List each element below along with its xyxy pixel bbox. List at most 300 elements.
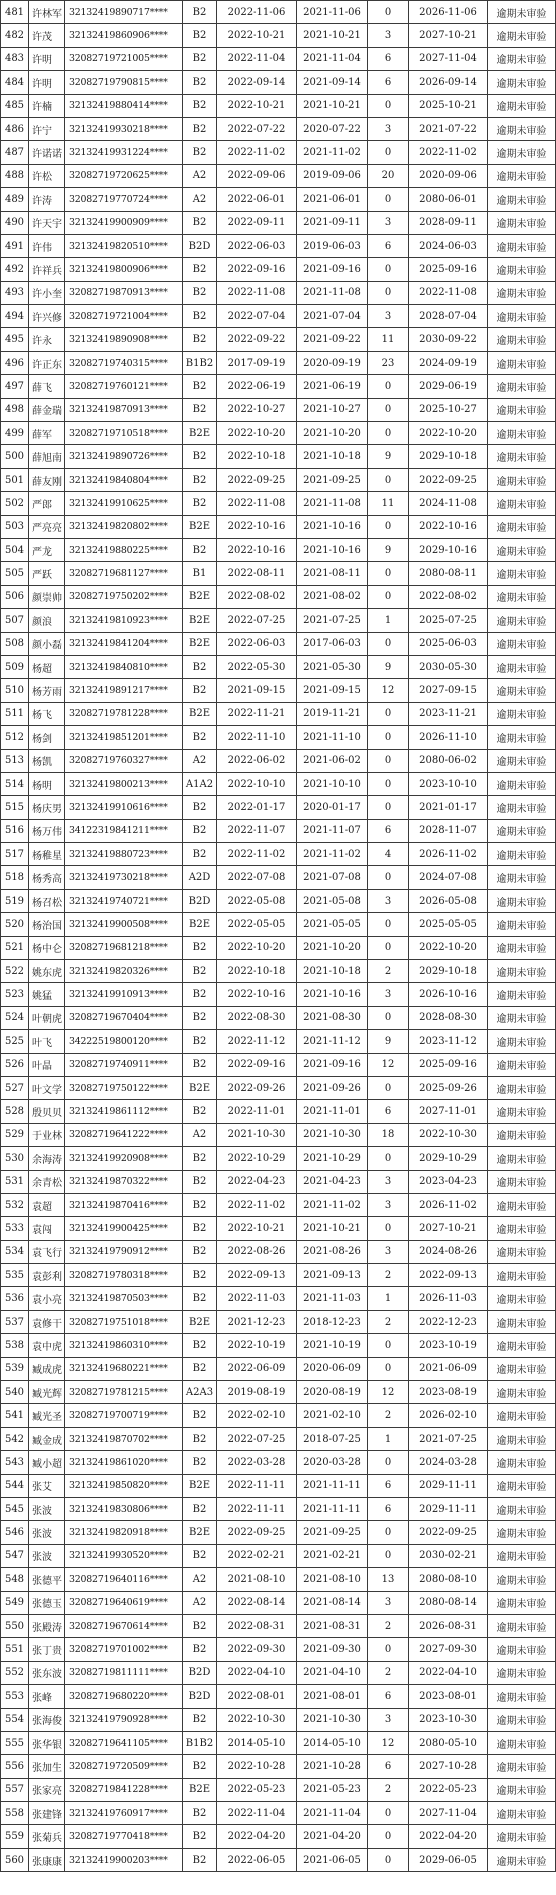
expiry-date-cell: 2027-09-15 <box>409 679 488 702</box>
expiry-date-cell: 2025-10-21 <box>409 94 488 117</box>
driver-name: 许明 <box>29 47 65 70</box>
points-cell: 0 <box>368 188 409 211</box>
date-cell: 2022-11-10 <box>217 726 297 749</box>
row-number: 536 <box>1 1287 29 1310</box>
table-row <box>1 609 556 632</box>
table-row <box>1 445 556 468</box>
expiry-date-cell: 2030-09-22 <box>409 328 488 351</box>
status-cell: 逾期未审验 <box>488 351 556 374</box>
date-cell: 2022-07-25 <box>217 1427 297 1450</box>
table-row <box>1 1778 556 1801</box>
points-cell: 9 <box>368 1030 409 1053</box>
license-class: B2E <box>183 913 217 936</box>
status-cell: 逾期未审验 <box>488 1076 556 1099</box>
date-cell: 2022-10-18 <box>217 960 297 983</box>
expiry-date-cell: 2027-10-21 <box>409 24 488 47</box>
date-cell: 2022-10-20 <box>217 936 297 959</box>
license-class: B2 <box>183 538 217 561</box>
status-cell: 逾期未审验 <box>488 866 556 889</box>
license-class: B2 <box>183 305 217 328</box>
row-number: 533 <box>1 1217 29 1240</box>
date-cell: 2022-06-05 <box>217 1848 297 1871</box>
row-number: 494 <box>1 305 29 328</box>
points-cell: 0 <box>368 1334 409 1357</box>
points-cell: 3 <box>368 24 409 47</box>
date-cell: 2022-07-22 <box>217 117 297 140</box>
date-cell: 2022-09-11 <box>217 211 297 234</box>
date-cell: 2022-06-03 <box>217 632 297 655</box>
points-cell: 3 <box>368 1170 409 1193</box>
date-cell: 2022-11-02 <box>217 1193 297 1216</box>
date-cell: 2022-10-30 <box>217 1708 297 1731</box>
issue-date-cell: 2021-11-02 <box>297 843 368 866</box>
driver-name: 杨稚星 <box>29 843 65 866</box>
row-number: 495 <box>1 328 29 351</box>
points-cell: 3 <box>368 1193 409 1216</box>
row-number: 526 <box>1 1053 29 1076</box>
license-class: B2 <box>183 1427 217 1450</box>
driver-name: 余青松 <box>29 1170 65 1193</box>
id-number: 32082719721005**** <box>65 47 183 70</box>
license-class: B2E <box>183 702 217 725</box>
status-cell: 逾期未审验 <box>488 889 556 912</box>
date-cell: 2014-05-10 <box>217 1731 297 1754</box>
row-number: 517 <box>1 843 29 866</box>
row-number: 534 <box>1 1240 29 1263</box>
row-number: 520 <box>1 913 29 936</box>
row-number: 525 <box>1 1030 29 1053</box>
expiry-date-cell: 2029-06-19 <box>409 375 488 398</box>
expiry-date-cell: 2080-08-11 <box>409 562 488 585</box>
driver-name: 袁闯 <box>29 1217 65 1240</box>
issue-date-cell: 2021-09-22 <box>297 328 368 351</box>
status-cell: 逾期未审验 <box>488 71 556 94</box>
issue-date-cell: 2021-10-21 <box>297 24 368 47</box>
points-cell: 6 <box>368 1474 409 1497</box>
license-class: B2 <box>183 211 217 234</box>
issue-date-cell: 2021-10-19 <box>297 1334 368 1357</box>
issue-date-cell: 2021-02-10 <box>297 1404 368 1427</box>
license-class: B2 <box>183 679 217 702</box>
status-cell: 逾期未审验 <box>488 1030 556 1053</box>
license-class: A2 <box>183 164 217 187</box>
license-class: B2E <box>183 1310 217 1333</box>
license-class: B2E <box>183 1076 217 1099</box>
table-row <box>1 1848 556 1871</box>
license-class: B2 <box>183 983 217 1006</box>
table-row <box>1 679 556 702</box>
driver-name: 杨治国 <box>29 913 65 936</box>
driver-name: 许楠 <box>29 94 65 117</box>
points-cell: 0 <box>368 281 409 304</box>
driver-name: 张德玉 <box>29 1591 65 1614</box>
table-row <box>1 1357 556 1380</box>
date-cell: 2021-08-10 <box>217 1568 297 1591</box>
issue-date-cell: 2021-10-21 <box>297 94 368 117</box>
expiry-date-cell: 2024-11-08 <box>409 492 488 515</box>
driver-name: 严亮亮 <box>29 515 65 538</box>
id-number: 32082719721004**** <box>65 305 183 328</box>
row-number: 560 <box>1 1848 29 1871</box>
row-number: 539 <box>1 1357 29 1380</box>
date-cell: 2022-10-16 <box>217 538 297 561</box>
table-row <box>1 468 556 491</box>
issue-date-cell: 2021-10-27 <box>297 398 368 421</box>
table-row <box>1 1591 556 1614</box>
points-cell: 12 <box>368 679 409 702</box>
points-cell: 12 <box>368 1381 409 1404</box>
expiry-date-cell: 2021-07-22 <box>409 117 488 140</box>
driver-name: 张波 <box>29 1544 65 1567</box>
issue-date-cell: 2021-10-20 <box>297 936 368 959</box>
driver-name: 殷贝贝 <box>29 1100 65 1123</box>
id-number: 32082719641222**** <box>65 1123 183 1146</box>
issue-date-cell: 2021-06-05 <box>297 1848 368 1871</box>
date-cell: 2022-01-17 <box>217 796 297 819</box>
status-cell: 逾期未审验 <box>488 1357 556 1380</box>
table-row <box>1 1498 556 1521</box>
status-cell: 逾期未审验 <box>488 1006 556 1029</box>
status-cell: 逾期未审验 <box>488 468 556 491</box>
points-cell: 9 <box>368 655 409 678</box>
date-cell: 2022-10-16 <box>217 983 297 1006</box>
id-number: 32082719701002**** <box>65 1638 183 1661</box>
driver-name: 叶晶 <box>29 1053 65 1076</box>
status-cell: 逾期未审验 <box>488 1123 556 1146</box>
driver-name: 许宁 <box>29 117 65 140</box>
driver-name: 张菊兵 <box>29 1825 65 1848</box>
row-number: 548 <box>1 1568 29 1591</box>
id-number: 32082719710518**** <box>65 422 183 445</box>
expiry-date-cell: 2026-10-16 <box>409 983 488 1006</box>
row-number: 484 <box>1 71 29 94</box>
table-row <box>1 702 556 725</box>
expiry-date-cell: 2025-07-25 <box>409 609 488 632</box>
id-number: 32132419841204**** <box>65 632 183 655</box>
issue-date-cell: 2018-12-23 <box>297 1310 368 1333</box>
driver-name: 杨飞 <box>29 702 65 725</box>
table-row <box>1 1802 556 1825</box>
issue-date-cell: 2021-05-05 <box>297 913 368 936</box>
row-number: 537 <box>1 1310 29 1333</box>
license-class: B2E <box>183 1521 217 1544</box>
status-cell: 逾期未审验 <box>488 1193 556 1216</box>
issue-date-cell: 2020-03-28 <box>297 1451 368 1474</box>
expiry-date-cell: 2022-10-20 <box>409 936 488 959</box>
table-row <box>1 1825 556 1848</box>
issue-date-cell: 2021-05-08 <box>297 889 368 912</box>
table-row <box>1 1708 556 1731</box>
date-cell: 2022-10-21 <box>217 1217 297 1240</box>
id-number: 32082719681127**** <box>65 562 183 585</box>
row-number: 510 <box>1 679 29 702</box>
driver-name: 张加生 <box>29 1755 65 1778</box>
row-number: 523 <box>1 983 29 1006</box>
row-number: 555 <box>1 1731 29 1754</box>
license-class: B2 <box>183 24 217 47</box>
points-cell: 0 <box>368 515 409 538</box>
status-cell: 逾期未审验 <box>488 843 556 866</box>
expiry-date-cell: 2026-11-02 <box>409 1193 488 1216</box>
id-number: 32132419790928**** <box>65 1708 183 1731</box>
row-number: 491 <box>1 234 29 257</box>
row-number: 481 <box>1 1 29 24</box>
date-cell: 2022-06-01 <box>217 188 297 211</box>
id-number: 32132419890717**** <box>65 1 183 24</box>
row-number: 482 <box>1 24 29 47</box>
row-number: 527 <box>1 1076 29 1099</box>
id-number: 32082719750122**** <box>65 1076 183 1099</box>
issue-date-cell: 2021-11-03 <box>297 1287 368 1310</box>
id-number: 32132419861020**** <box>65 1451 183 1474</box>
driver-name: 臧金成 <box>29 1427 65 1450</box>
expiry-date-cell: 2024-07-08 <box>409 866 488 889</box>
points-cell: 3 <box>368 983 409 1006</box>
row-number: 483 <box>1 47 29 70</box>
status-cell: 逾期未审验 <box>488 983 556 1006</box>
status-cell: 逾期未审验 <box>488 1802 556 1825</box>
expiry-date-cell: 2026-09-14 <box>409 71 488 94</box>
issue-date-cell: 2021-11-04 <box>297 1802 368 1825</box>
row-number: 528 <box>1 1100 29 1123</box>
status-cell: 逾期未审验 <box>488 141 556 164</box>
expiry-date-cell: 2025-09-16 <box>409 1053 488 1076</box>
table-row <box>1 164 556 187</box>
expiry-date-cell: 2027-09-30 <box>409 1638 488 1661</box>
points-cell: 0 <box>368 1825 409 1848</box>
row-number: 552 <box>1 1661 29 1684</box>
driver-name: 姚东虎 <box>29 960 65 983</box>
status-cell: 逾期未审验 <box>488 609 556 632</box>
id-number: 32132419891217**** <box>65 679 183 702</box>
license-class: B2 <box>183 1100 217 1123</box>
issue-date-cell: 2021-08-14 <box>297 1591 368 1614</box>
row-number: 513 <box>1 749 29 772</box>
license-class: B2 <box>183 1404 217 1427</box>
row-number: 556 <box>1 1755 29 1778</box>
driver-name: 许涛 <box>29 188 65 211</box>
license-class: A2 <box>183 1568 217 1591</box>
issue-date-cell: 2020-06-09 <box>297 1357 368 1380</box>
points-cell: 20 <box>368 164 409 187</box>
points-cell: 9 <box>368 445 409 468</box>
table-row <box>1 422 556 445</box>
expiry-date-cell: 2023-04-23 <box>409 1170 488 1193</box>
points-cell: 3 <box>368 1240 409 1263</box>
date-cell: 2017-09-19 <box>217 351 297 374</box>
points-cell: 0 <box>368 258 409 281</box>
license-class: B1B2 <box>183 1731 217 1754</box>
date-cell: 2022-08-14 <box>217 1591 297 1614</box>
id-number: 32132419900508**** <box>65 913 183 936</box>
expiry-date-cell: 2025-09-26 <box>409 1076 488 1099</box>
expiry-date-cell: 2026-11-03 <box>409 1287 488 1310</box>
row-number: 505 <box>1 562 29 585</box>
date-cell: 2022-08-30 <box>217 1006 297 1029</box>
driver-name: 张德平 <box>29 1568 65 1591</box>
license-class: B2 <box>183 1825 217 1848</box>
id-number: 32082719740911**** <box>65 1053 183 1076</box>
date-cell: 2022-10-28 <box>217 1755 297 1778</box>
license-class: B2 <box>183 1755 217 1778</box>
points-cell: 0 <box>368 141 409 164</box>
license-class: B2 <box>183 819 217 842</box>
issue-date-cell: 2021-08-02 <box>297 585 368 608</box>
driver-name: 许明 <box>29 71 65 94</box>
id-number: 32132419870702**** <box>65 1427 183 1450</box>
points-cell: 3 <box>368 889 409 912</box>
date-cell: 2022-03-28 <box>217 1451 297 1474</box>
license-class: B2 <box>183 281 217 304</box>
expiry-date-cell: 2080-06-02 <box>409 749 488 772</box>
status-cell: 逾期未审验 <box>488 702 556 725</box>
row-number: 522 <box>1 960 29 983</box>
license-class: B2 <box>183 655 217 678</box>
table-row <box>1 1170 556 1193</box>
driver-name: 许天宇 <box>29 211 65 234</box>
driver-name: 叶飞 <box>29 1030 65 1053</box>
id-number: 32132419850820**** <box>65 1474 183 1497</box>
id-number: 32082719740315**** <box>65 351 183 374</box>
issue-date-cell: 2021-11-02 <box>297 1193 368 1216</box>
status-cell: 逾期未审验 <box>488 1147 556 1170</box>
date-cell: 2022-05-23 <box>217 1778 297 1801</box>
status-cell: 逾期未审验 <box>488 538 556 561</box>
points-cell: 3 <box>368 1708 409 1731</box>
status-cell: 逾期未审验 <box>488 1427 556 1450</box>
id-number: 32082719640116**** <box>65 1568 183 1591</box>
table-row <box>1 889 556 912</box>
license-class: B2D <box>183 1661 217 1684</box>
license-class: B2 <box>183 1193 217 1216</box>
points-cell: 0 <box>368 796 409 819</box>
table-row <box>1 351 556 374</box>
points-cell: 6 <box>368 1100 409 1123</box>
expiry-date-cell: 2029-10-18 <box>409 960 488 983</box>
expiry-date-cell: 2023-08-01 <box>409 1685 488 1708</box>
id-number: 32132419900203**** <box>65 1848 183 1871</box>
date-cell: 2022-09-25 <box>217 1521 297 1544</box>
table-row <box>1 913 556 936</box>
table-row <box>1 1310 556 1333</box>
row-number: 512 <box>1 726 29 749</box>
license-class: B2 <box>183 843 217 866</box>
status-cell: 逾期未审验 <box>488 819 556 842</box>
table-row <box>1 234 556 257</box>
expiry-date-cell: 2024-06-03 <box>409 234 488 257</box>
row-number: 514 <box>1 772 29 795</box>
expiry-date-cell: 2021-07-25 <box>409 1427 488 1450</box>
points-cell: 0 <box>368 94 409 117</box>
row-number: 485 <box>1 94 29 117</box>
table-row <box>1 281 556 304</box>
expiry-date-cell: 2080-08-14 <box>409 1591 488 1614</box>
table-row <box>1 1521 556 1544</box>
date-cell: 2022-11-08 <box>217 281 297 304</box>
status-cell: 逾期未审验 <box>488 258 556 281</box>
status-cell: 逾期未审验 <box>488 1240 556 1263</box>
status-cell: 逾期未审验 <box>488 1685 556 1708</box>
id-number: 32082719750202**** <box>65 585 183 608</box>
license-class: B2 <box>183 796 217 819</box>
license-class: B2 <box>183 1498 217 1521</box>
license-class: A2 <box>183 188 217 211</box>
date-cell: 2022-06-02 <box>217 749 297 772</box>
id-number: 32132419890908**** <box>65 328 183 351</box>
driver-name: 许永 <box>29 328 65 351</box>
license-class: B2 <box>183 141 217 164</box>
id-number: 32082719780318**** <box>65 1264 183 1287</box>
table-row <box>1 1053 556 1076</box>
table-row <box>1 211 556 234</box>
status-cell: 逾期未审验 <box>488 24 556 47</box>
license-class: B2 <box>183 468 217 491</box>
table-row <box>1 492 556 515</box>
table-row <box>1 1123 556 1146</box>
row-number: 546 <box>1 1521 29 1544</box>
driver-name: 余海涛 <box>29 1147 65 1170</box>
row-number: 518 <box>1 866 29 889</box>
issue-date-cell: 2021-10-16 <box>297 983 368 1006</box>
id-number: 32132419900425**** <box>65 1217 183 1240</box>
issue-date-cell: 2021-11-04 <box>297 47 368 70</box>
points-cell: 1 <box>368 1427 409 1450</box>
date-cell: 2022-11-21 <box>217 702 297 725</box>
row-number: 551 <box>1 1638 29 1661</box>
row-number: 558 <box>1 1802 29 1825</box>
table-row <box>1 328 556 351</box>
issue-date-cell: 2021-10-20 <box>297 422 368 445</box>
points-cell: 12 <box>368 1053 409 1076</box>
issue-date-cell: 2020-07-22 <box>297 117 368 140</box>
table-row <box>1 24 556 47</box>
row-number: 530 <box>1 1147 29 1170</box>
id-number: 32132419890726**** <box>65 445 183 468</box>
license-class: B2 <box>183 94 217 117</box>
status-cell: 逾期未审验 <box>488 1755 556 1778</box>
status-cell: 逾期未审验 <box>488 1404 556 1427</box>
date-cell: 2022-06-19 <box>217 375 297 398</box>
date-cell: 2022-05-30 <box>217 655 297 678</box>
license-class: B2E <box>183 422 217 445</box>
issue-date-cell: 2021-05-23 <box>297 1778 368 1801</box>
driver-name: 杨庆男 <box>29 796 65 819</box>
row-number: 547 <box>1 1544 29 1567</box>
id-number: 34222519800120**** <box>65 1030 183 1053</box>
status-cell: 逾期未审验 <box>488 1381 556 1404</box>
license-class: B2E <box>183 632 217 655</box>
points-cell: 0 <box>368 1451 409 1474</box>
driver-name: 叶文学 <box>29 1076 65 1099</box>
table-row <box>1 1006 556 1029</box>
driver-name: 张丁贵 <box>29 1638 65 1661</box>
date-cell: 2022-10-27 <box>217 398 297 421</box>
issue-date-cell: 2019-09-06 <box>297 164 368 187</box>
row-number: 487 <box>1 141 29 164</box>
id-number: 32132419880723**** <box>65 843 183 866</box>
id-number: 32082719700719**** <box>65 1404 183 1427</box>
license-class: B2E <box>183 1474 217 1497</box>
issue-date-cell: 2021-04-20 <box>297 1825 368 1848</box>
status-cell: 逾期未审验 <box>488 117 556 140</box>
issue-date-cell: 2021-09-25 <box>297 468 368 491</box>
date-cell: 2022-11-08 <box>217 492 297 515</box>
table-row <box>1 726 556 749</box>
date-cell: 2021-10-30 <box>217 1123 297 1146</box>
driver-name: 袁中虎 <box>29 1334 65 1357</box>
row-number: 557 <box>1 1778 29 1801</box>
issue-date-cell: 2021-11-08 <box>297 281 368 304</box>
